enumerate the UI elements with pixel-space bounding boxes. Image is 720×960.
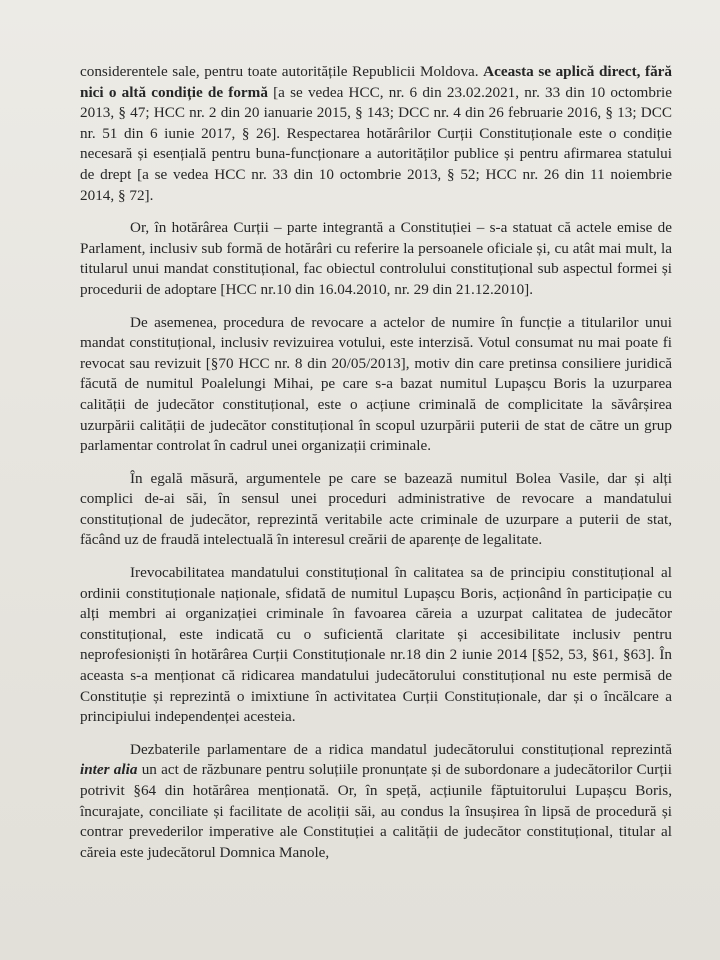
paragraph	[80, 563, 672, 728]
text-run-italic: inter alia	[80, 761, 138, 779]
paragraph	[80, 62, 672, 206]
paragraph	[80, 218, 672, 300]
text-run: Or, în hotărârea Curții – parte integrantă a Constituției – s-a statuat că actele emise de Parlament, inclusiv sub formă de hotărâri cu referire la persoanele oficiale și, cu atât mai mult, la titularul unui mandat constituțional, fac obiectul controlului constituțional sub aspectul formei și procedurii de adoptare [HCC nr.10 din 16.04.2010, nr. 29 din 21.12.2010].	[80, 219, 672, 298]
text-run: Dezbaterile parlamentare de a ridica mandatul judecătorului constituțional reprezintă	[130, 740, 672, 758]
text-run: În egală măsură, argumentele pe care se bazează numitul Bolea Vasile, dar și alți complici de-ai săi, în sensul unei proceduri administrative de revocare a mandatului constituțional de judecător, reprezintă veritabile acte criminale de uzurpare a puterii de stat, făcând uz de fraudă intelectuală în interesul creării de aparențe de legalitate.	[80, 469, 672, 549]
document-text	[80, 62, 672, 875]
paragraph	[80, 740, 672, 864]
paragraph	[80, 313, 672, 457]
text-run: considerentele sale, pentru toate autoritățile Republicii Moldova.	[80, 63, 484, 80]
text-run-bold: Aceasta se aplică direct, fără nici o altă condiție de formă	[80, 63, 673, 101]
text-run: Irevocabilitatea mandatului constituțional în calitatea sa de principiu constituțional al ordinii constituționale naționale, sfidată de numitul Lupașcu Boris, acționând în participație cu alți membri ai organizației criminale în favoarea căreia a uzurpat calitatea de judecător constituțional, este indicată cu o suficientă claritate și accesibilitate inclusiv pentru neprofesioniști în hotărârea Curții Constituționale nr.18 din 2 iunie 2014 [§52, 53, §61, §63]. În aceasta s-a menționat că ridicarea mandatului judecătorului constituțional nu este permisă de Constituție și reprezintă o imixtiune în activitatea Curții Constituționale, dar și o încălcare a principiului independenței acesteia.	[80, 564, 672, 726]
paragraph	[80, 469, 672, 551]
text-run: De asemenea, procedura de revocare a actelor de numire în funcție a titularilor unui mandat constituțional, inclusiv revizuirea votului, este interzisă. Votul consumat nu mai poate fi revocat sau revizuit [§70 HCC nr. 8 din 20/05/2013], motiv din care pretinsa consiliere juridică făcută de numitul Poalelungi Mihai, pe care s-a bazat numitul Lupașcu Boris la uzurparea calității de judecător constituțional, este o acțiune criminală de complicitate la săvârșirea uzurpării calității de judecător constituțional în scopul uzurpării puterii de stat de către un grup parlamentar controlat în cadrul unei organizații criminale.	[80, 313, 672, 455]
text-run: un act de răzbunare pentru soluțiile pronunțate și de subordonare a judecătorilor Curții potrivit §64 din hotărârea menționată. Or, în speță, acțiunile făptuitorului Lupașcu Boris, încurajate, conciliate și facilitate de acoliții săi, au condus la însușirea în lipsă de procedură și contrar prevederilor imperative ale Constituției a calității de judecător constituțional, titular al căreia este judecătorul Domnica Manole,	[80, 761, 672, 861]
text-run: [a se vedea HCC, nr. 6 din 23.02.2021, nr. 33 din 10 octombrie 2013, § 47; HCC nr. 2 din 20 ianuarie 2015, § 143; DCC nr. 4 din 26 februarie 2016, § 13; DCC nr. 51 din 6 iunie 2017, § 26]. Respectarea hotărârilor Curții Constituționale este o condiție necesară și esențială pentru buna-funcționare a autorităților publice și pentru afirmarea statului de drept [a se vedea HCC nr. 33 din 10 octombrie 2013, § 52; HCC nr. 26 din 11 noiembrie 2014, § 72].	[80, 83, 672, 204]
